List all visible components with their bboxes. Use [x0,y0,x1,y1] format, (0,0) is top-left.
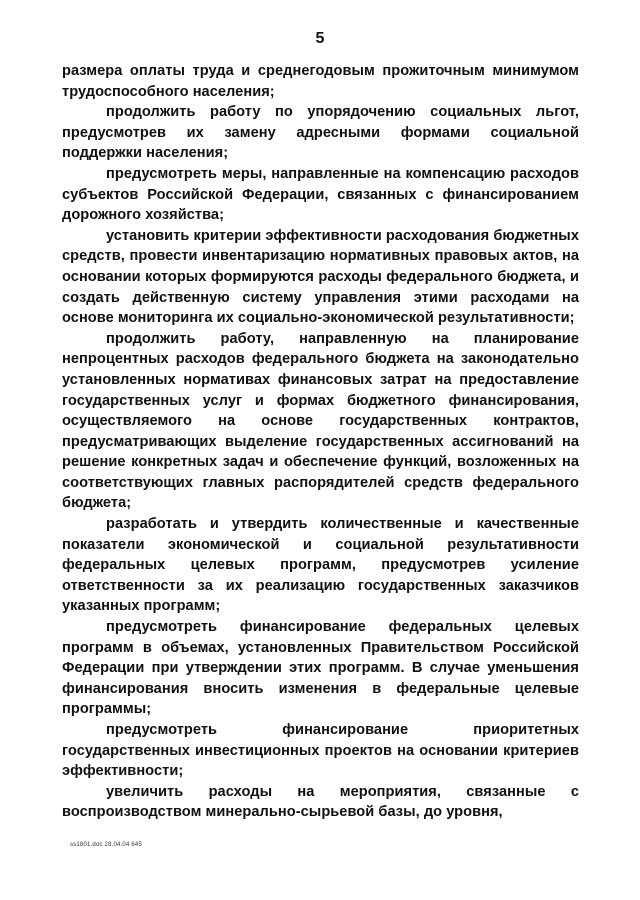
footer-file-stamp: ss1801.doc 28.04.04 645 [70,842,142,848]
paragraph-program-financing: предусмотреть финансирование федеральных целевых программ в объемах, установленных Правительством Российской Федерации при утверждении этих программ. В случае уменьшения финансирования вносить изменения в федеральные целевые программы; [62,619,579,718]
page-number: 5 [315,30,325,47]
paragraph-mineral-base: увеличить расходы на мероприятия, связанные с воспроизводством минерально-сырьевой базы, до уровня, [62,783,579,821]
paragraph-road-financing: предусмотреть меры, направленные на компенсацию расходов субъектов Российской Федерации, связанных с финансированием дорожного хозяйства; [62,165,579,224]
paragraph-non-interest-expenses: продолжить работу, направленную на планирование непроцентных расходов федерального бюджета на законодательно установленных нормативах финансовых затрат на предоставление государственных услуг и формах бюджетного финансирования, осуществляемого на основе государственных контрактов, предусматривающих выделение государственных ассигнований на решение конкретных задач и обеспечение функций, возложенных на соответствующих главных распорядителей средств федерального бюджета; [62,330,579,512]
paragraph-efficiency-criteria: установить критерии эффективности расходования бюджетных средств, провести инвентаризацию нормативных правовых актов, на основании которых формируются расходы федерального бюджета, и создать действенную систему управления этими расходами на основе мониторинга их социально-экономической результативности; [62,227,579,327]
paragraph-investment-projects: предусмотреть финансирование приоритетных государственных инвестиционных проектов на основании критериев эффективности; [62,722,579,780]
document-body [62,61,579,823]
paragraph-continuation: размера оплаты труда и среднегодовым прожиточным минимумом трудоспособного населения; [62,63,579,100]
paragraph-program-indicators: разработать и утвердить количественные и качественные показатели экономической и социальной результативности федеральных целевых программ, предусмотрев усиление ответственности за их реализацию государственных заказчиков указанных программ; [62,516,579,615]
paragraph-social-benefits: продолжить работу по упорядочению социальных льгот, предусмотрев их замену адресными формами социальной поддержки населения; [62,104,579,162]
